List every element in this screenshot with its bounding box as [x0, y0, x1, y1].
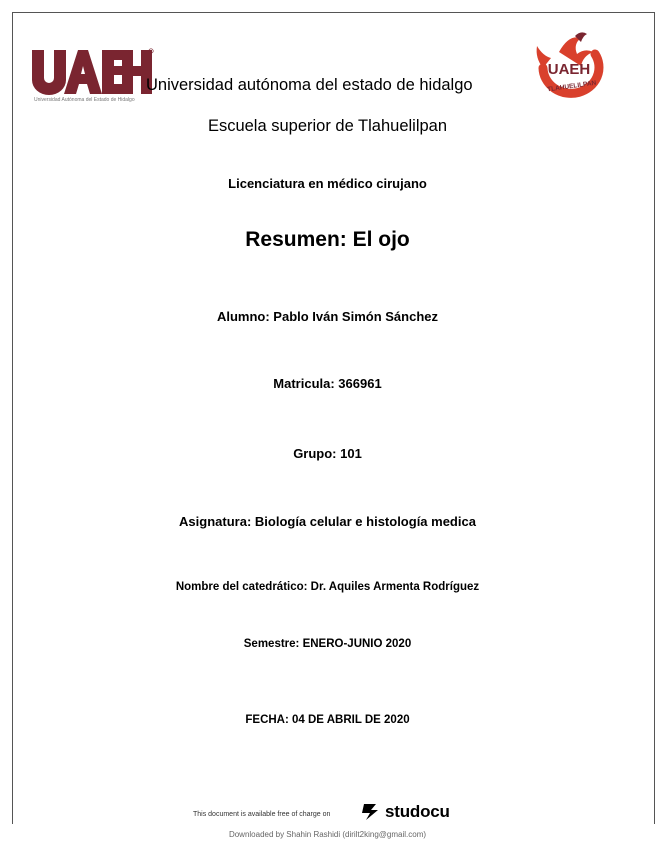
professor-name: Nombre del catedrático: Dr. Aquiles Armenta Rodríguez — [175, 581, 480, 593]
semester: Semestre: ENERO-JUNIO 2020 — [243, 638, 412, 650]
availability-note: This document is available free of charge on — [193, 811, 331, 818]
studocu-wordmark: studocu — [385, 802, 450, 821]
group-number: Grupo: 101 — [293, 446, 362, 461]
studocu-icon — [360, 802, 382, 822]
university-name: Universidad autónoma del estado de hidalgo — [146, 76, 473, 94]
enrollment-number: Matricula: 366961 — [273, 376, 382, 391]
document-date: FECHA: 04 DE ABRIL DE 2020 — [245, 714, 410, 726]
degree-name: Licenciatura en médico cirujano — [228, 176, 427, 191]
downloaded-by-note: Downloaded by Shahin Rashidi (dirilt2king@gmail.com) — [228, 830, 427, 839]
uaeh-logo — [30, 46, 155, 106]
subject-name: Asignatura: Biología celular e histología medica — [179, 514, 476, 529]
document-title: Resumen: El ojo — [245, 228, 410, 251]
school-name: Escuela superior de Tlahuelilpan — [207, 117, 448, 135]
tlahuelilpan-logo — [525, 30, 617, 112]
uaeh-logo-caption: Universidad Autónoma del Estado de Hidalgo — [34, 97, 135, 103]
tlahuelilpan-logo-text: UAEH — [547, 61, 591, 78]
student-name: Alumno: Pablo Iván Simón Sánchez — [216, 309, 439, 324]
tlahuelilpan-logo-caption: TLAHUELILPAN — [546, 79, 597, 94]
studocu-logo[interactable] — [360, 802, 450, 822]
